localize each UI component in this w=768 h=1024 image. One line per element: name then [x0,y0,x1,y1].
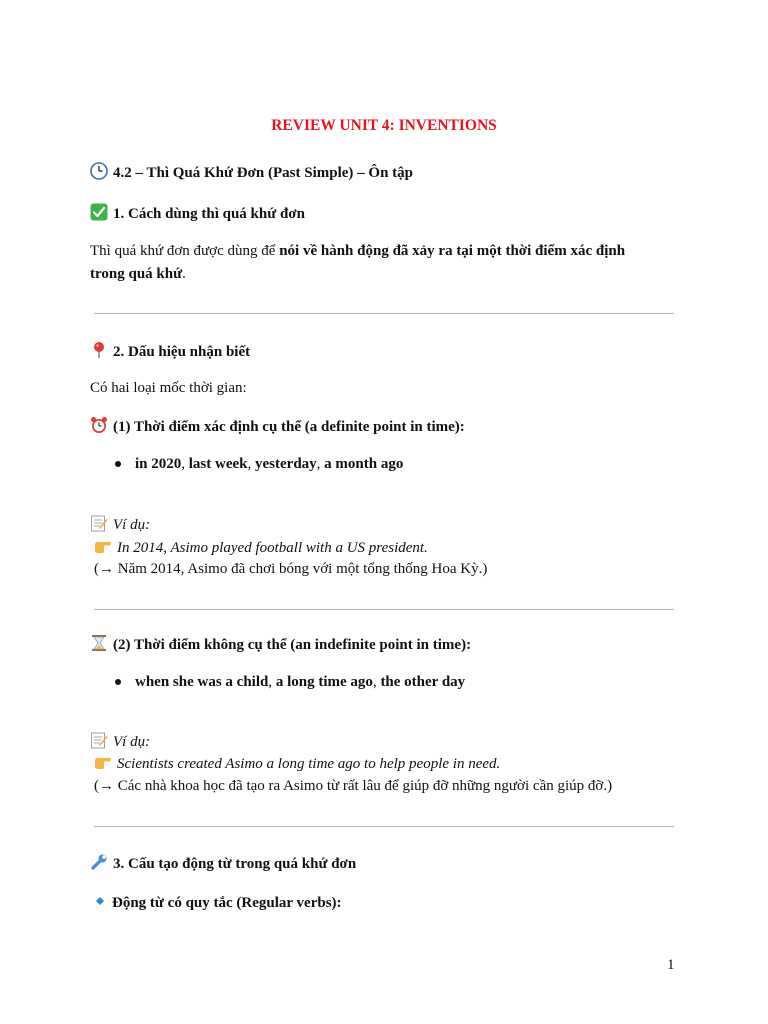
example-label [90,514,150,535]
memo-icon [90,731,108,749]
section-heading-4-2 [90,162,413,183]
hourglass-icon [90,634,108,652]
text-normal: . [182,266,186,282]
separator: , [268,674,276,690]
example-text: Scientists created Asimo a long time ago to help people in need. [117,756,501,772]
heading-text: (2) Thời điểm không cụ thể (an indefinite point in time): [113,637,472,653]
alarm-clock-icon [90,416,108,434]
example-english [94,537,428,558]
memo-icon [90,514,108,532]
section-2-heading [90,341,250,362]
heading-text: 2. Dấu hiệu nhận biết [113,344,251,360]
s2-sub2-heading [90,634,471,655]
text-bold: nói về hành động đã xảy ra tại một thời điểm xác định [279,243,626,259]
time-expression: last week [188,456,248,472]
s2-sub2-bullet [135,672,465,692]
heading-text: 3. Cấu tạo động từ trong quá khứ đơn [113,856,357,872]
time-expression: the other day [380,674,466,690]
s1-paragraph-line-1 [90,241,625,261]
example-text: In 2014, Asimo played football with a US president. [117,540,428,556]
page-number: 1 [667,957,675,973]
example-label [90,731,150,752]
heading-text: (1) Thời điểm xác định cụ thể (a definite point in time): [113,419,465,435]
bullet-dot [115,461,121,467]
horizontal-rule [94,609,674,610]
time-expression: a month ago [324,456,404,472]
section-3-heading [90,853,356,874]
s2-intro: Có hai loại mốc thời gian: [90,380,247,396]
s2-sub1-bullet [135,454,403,474]
horizontal-rule [94,313,674,314]
heading-text: Động từ có quy tắc (Regular verbs): [112,895,342,911]
example-vietnamese: (→ Năm 2014, Asimo đã chơi bóng với một tổng thống Hoa Kỳ.) [94,561,488,577]
example-english [94,753,500,774]
example-vietnamese: (→ Các nhà khoa học đã tạo ra Asimo từ rất lâu để giúp đỡ những người cần giúp đỡ.) [94,778,613,794]
bullet-dot [115,679,121,685]
section-1-heading [90,203,305,224]
heading-text: 1. Cách dùng thì quá khứ đơn [113,206,305,222]
separator: , [372,674,381,690]
document-title: REVIEW UNIT 4: INVENTIONS [271,117,497,134]
s2-sub1-heading [90,416,465,437]
s1-paragraph-line-2 [90,264,186,284]
time-expression: when she was a child [135,674,269,690]
small-blue-diamond-icon [94,892,106,910]
separator: , [316,456,325,472]
text-normal: Thì quá khứ đơn được dùng để [90,243,280,259]
check-mark-button-icon [90,203,108,221]
time-expression: in 2020 [135,456,182,472]
section-title: 4.2 – Thì Quá Khứ Đơn (Past Simple) – Ôn tập [113,165,413,181]
clock-icon [90,162,108,180]
wrench-icon [90,853,108,871]
label-text: Ví dụ: [113,517,151,533]
separator: , [181,456,189,472]
text-bold: trong quá khứ [90,266,183,282]
s3-subheading [94,892,342,913]
time-expression: a long time ago [275,674,373,690]
backhand-index-pointing-right-icon [94,537,112,555]
backhand-index-pointing-right-icon [94,753,112,771]
label-text: Ví dụ: [113,734,151,750]
horizontal-rule [94,826,674,827]
round-pushpin-icon [90,341,108,359]
separator: , [247,456,256,472]
time-expression: yesterday [255,456,317,472]
